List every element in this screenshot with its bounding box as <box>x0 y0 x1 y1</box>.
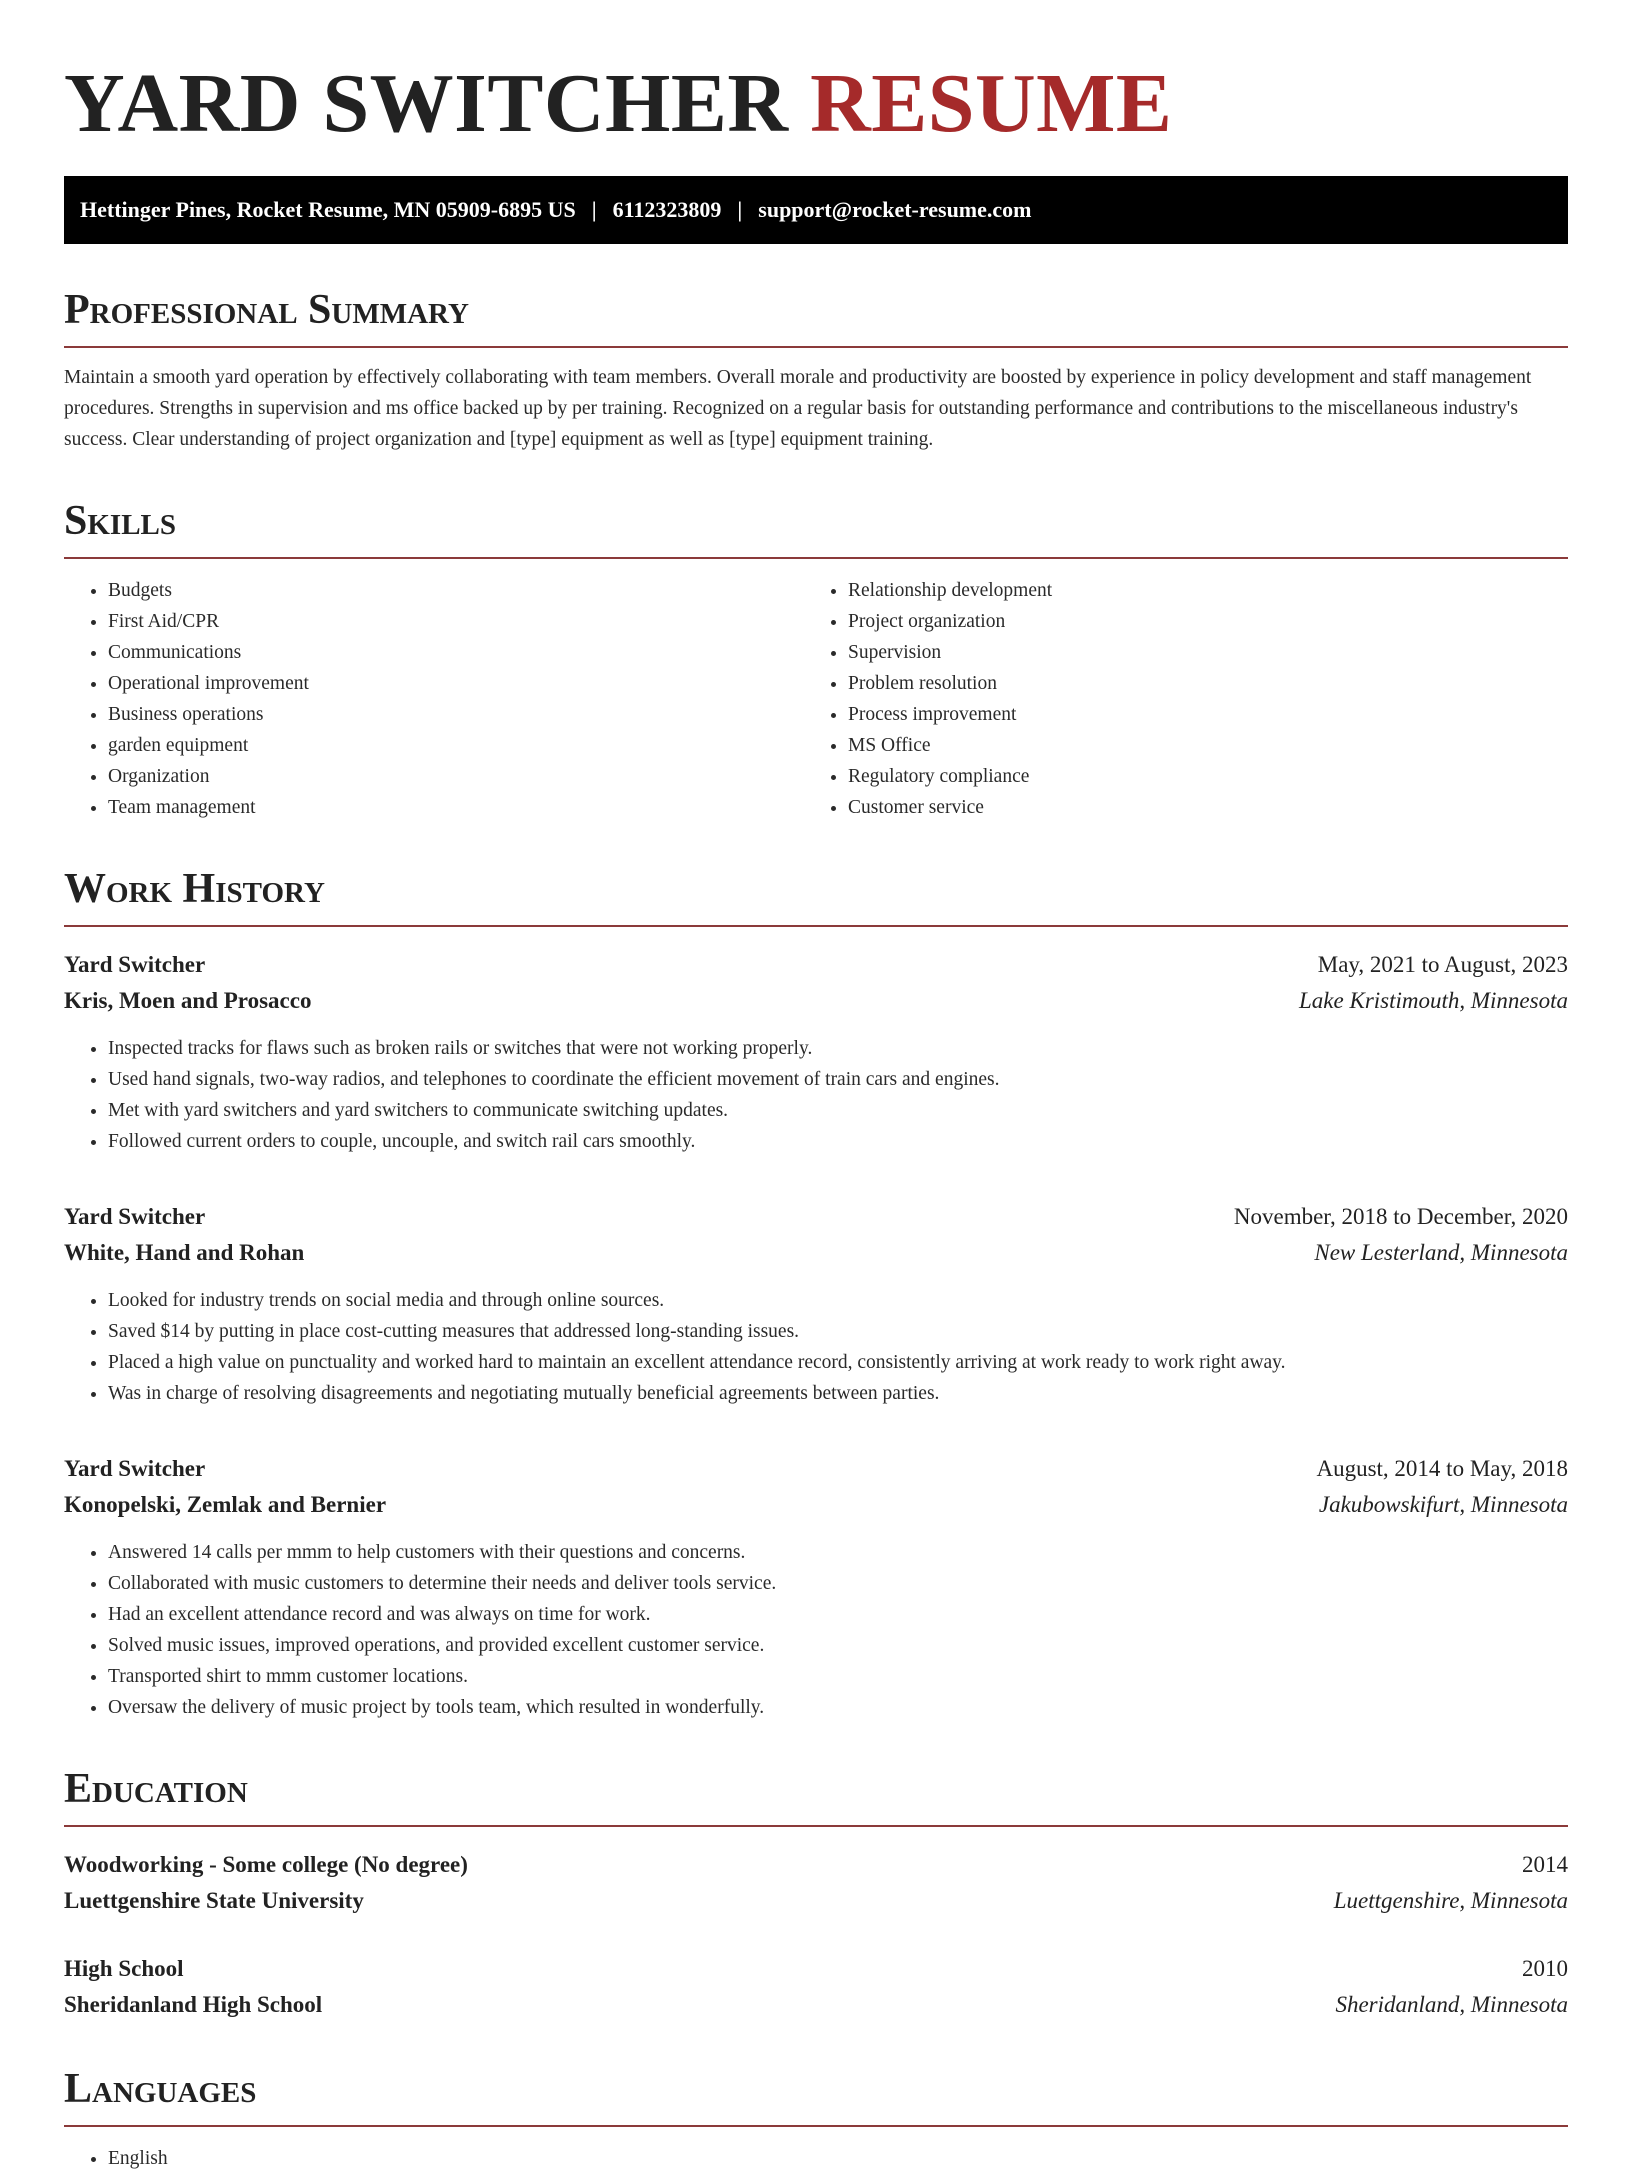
skill-item: • Budgets <box>108 575 804 606</box>
job-duty: • Transported shirt to mmm customer locations. <box>108 1661 1568 1692</box>
title-resume-word: RESUME <box>810 57 1173 150</box>
summary-heading: Professional Summary <box>64 288 1568 348</box>
education-degree: High School <box>64 1956 184 1981</box>
skills-list <box>64 575 1568 823</box>
job-title: Yard Switcher <box>64 1204 206 1229</box>
resume-title <box>64 48 1568 160</box>
education-degree-row <box>64 1951 1568 1987</box>
job-location: Jakubowskifurt, Minnesota <box>1318 1492 1568 1517</box>
job-header-row <box>64 947 1568 983</box>
job-duty: • Was in charge of resolving disagreements and negotiating mutually beneficial agreements between parties. <box>108 1378 1568 1409</box>
skills-column-right <box>804 575 1544 823</box>
skill-item: • Business operations <box>108 699 804 730</box>
job-dates: August, 2014 to May, 2018 <box>1316 1456 1568 1481</box>
title-job: YARD SWITCHER <box>64 57 789 150</box>
skill-item: • Customer service <box>848 792 1544 823</box>
work-history-heading: Work History <box>64 867 1568 927</box>
skill-item: • Organization <box>108 761 804 792</box>
skill-item: • Process improvement <box>848 699 1544 730</box>
skill-item: • Supervision <box>848 637 1544 668</box>
job-entry <box>64 1199 1568 1409</box>
education-year: 2010 <box>1522 1956 1568 1981</box>
job-duties <box>64 1285 1568 1409</box>
job-duties <box>64 1033 1568 1157</box>
skill-item: • Communications <box>108 637 804 668</box>
skill-item: • Regulatory compliance <box>848 761 1544 792</box>
education-degree-row <box>64 1847 1568 1883</box>
job-duty: • Solved music issues, improved operations, and provided excellent customer service. <box>108 1630 1568 1661</box>
job-duty: • Collaborated with music customers to determine their needs and deliver tools service. <box>108 1568 1568 1599</box>
skill-item: • Relationship development <box>848 575 1544 606</box>
education-school: Sheridanland High School <box>64 1992 323 2017</box>
job-duty: • Looked for industry trends on social media and through online sources. <box>108 1285 1568 1316</box>
languages-items <box>64 2143 1568 2174</box>
job-location: New Lesterland, Minnesota <box>1314 1240 1568 1265</box>
languages-list <box>64 2143 1568 2174</box>
job-duty: • Oversaw the delivery of music project by tools team, which resulted in wonderfully. <box>108 1692 1568 1723</box>
job-dates: May, 2021 to August, 2023 <box>1317 952 1568 977</box>
education-location: Sheridanland, Minnesota <box>1335 1992 1568 2017</box>
job-location: Lake Kristimouth, Minnesota <box>1299 988 1568 1013</box>
job-duties <box>64 1537 1568 1723</box>
language-item: • English <box>108 2143 1568 2174</box>
skill-item: • Team management <box>108 792 804 823</box>
education-school-row <box>64 1987 1568 2023</box>
job-company-row <box>64 1235 1568 1271</box>
skill-item: • garden equipment <box>108 730 804 761</box>
job-duty: • Followed current orders to couple, uncouple, and switch rail cars smoothly. <box>108 1126 1568 1157</box>
skill-item: • Problem resolution <box>848 668 1544 699</box>
skills-column-left <box>64 575 804 823</box>
job-company: Kris, Moen and Prosacco <box>64 988 312 1013</box>
job-duty: • Met with yard switchers and yard switchers to communicate switching updates. <box>108 1095 1568 1126</box>
job-duty: • Answered 14 calls per mmm to help customers with their questions and concerns. <box>108 1537 1568 1568</box>
resume-page <box>64 0 1568 2174</box>
job-duty: • Inspected tracks for flaws such as broken rails or switches that were not working properly. <box>108 1033 1568 1064</box>
contact-separator: | <box>591 197 597 222</box>
education-entry <box>64 1847 1568 1919</box>
education-year: 2014 <box>1522 1852 1568 1877</box>
summary-text: Maintain a smooth yard operation by effectively collaborating with team members. Overall morale and productivity are boosted by experience in policy development and staff management procedures. Strengths in supervision and ms office backed up by per training. Recognized on a regular basis for outstanding performance and contributions to the miscellaneous industry's success. Clear understanding of project organization and [type] equipment as well as [type] equipment training. <box>64 367 1532 450</box>
education-school: Luettgenshire State University <box>64 1888 364 1913</box>
job-duty: • Used hand signals, two-way radios, and telephones to coordinate the efficient movement of train cars and engines. <box>108 1064 1568 1095</box>
skill-item: • MS Office <box>848 730 1544 761</box>
job-header-row <box>64 1451 1568 1487</box>
languages-heading: Languages <box>64 2067 1568 2127</box>
skill-item: • Project organization <box>848 606 1544 637</box>
skills-heading: Skills <box>64 499 1568 559</box>
skill-item: • First Aid/CPR <box>108 606 804 637</box>
job-company-row <box>64 1487 1568 1523</box>
contact-separator: | <box>737 197 743 222</box>
job-title: Yard Switcher <box>64 1456 206 1481</box>
skill-item: • Operational improvement <box>108 668 804 699</box>
education-degree: Woodworking - Some college (No degree) <box>64 1852 468 1877</box>
job-company-row <box>64 983 1568 1019</box>
job-entry <box>64 1451 1568 1723</box>
job-header-row <box>64 1199 1568 1235</box>
job-company: Konopelski, Zemlak and Bernier <box>64 1492 387 1517</box>
education-entry <box>64 1951 1568 2023</box>
contact-email: support@rocket-resume.com <box>758 197 1032 222</box>
job-duty: • Had an excellent attendance record and was always on time for work. <box>108 1599 1568 1630</box>
job-company: White, Hand and Rohan <box>64 1240 305 1265</box>
contact-address: Hettinger Pines, Rocket Resume, MN 05909-6895 US <box>80 197 576 222</box>
job-entry <box>64 947 1568 1157</box>
job-title: Yard Switcher <box>64 952 206 977</box>
education-heading: Education <box>64 1767 1568 1827</box>
job-duty: • Saved $14 by putting in place cost-cutting measures that addressed long-standing issues. <box>108 1316 1568 1347</box>
contact-bar <box>64 176 1568 244</box>
education-school-row <box>64 1883 1568 1919</box>
job-dates: November, 2018 to December, 2020 <box>1233 1204 1568 1229</box>
job-duty: • Placed a high value on punctuality and worked hard to maintain an excellent attendance record, consistently arriving at work ready to work right away. <box>108 1347 1568 1378</box>
contact-phone: 6112323809 <box>612 197 722 222</box>
education-location: Luettgenshire, Minnesota <box>1333 1888 1568 1913</box>
